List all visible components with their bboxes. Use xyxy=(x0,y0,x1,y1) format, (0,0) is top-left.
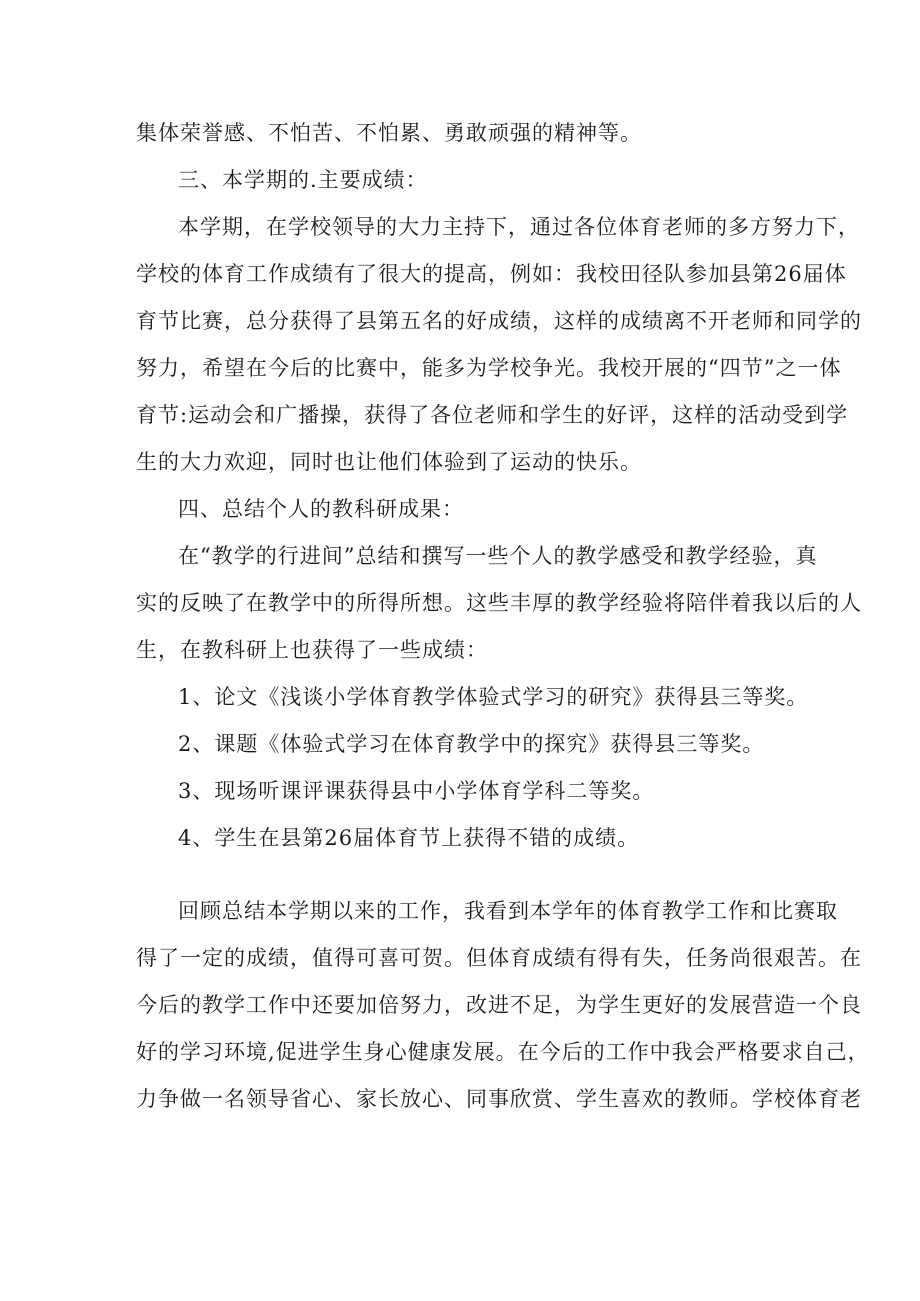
paragraph-line: 得了一定的成绩，值得可喜可贺。但体育成绩有得有失，任务尚很艰苦。在 xyxy=(136,946,862,970)
document-page xyxy=(136,110,870,1123)
paragraph-line: 力争做一名领导省心、家长放心、同事欣赏、学生喜欢的教师。学校体育老 xyxy=(136,1087,862,1111)
paragraph-line: 本学期，在学校领导的大力主持下，通过各位体育老师的多方努力下， xyxy=(178,215,860,239)
section-heading: 四、总结个人的教科研成果： xyxy=(178,497,464,521)
paragraph-line: 实的反映了在教学中的所得所想。这些丰厚的教学经验将陪伴着我以后的人 xyxy=(136,591,862,615)
paragraph-line: 在“教学的行进间”总结和撰写一些个人的教学感受和教学经验，真 xyxy=(178,544,818,568)
list-item: 1、论文《浅谈小学体育教学体验式学习的研究》获得县三等奖。 xyxy=(178,685,809,709)
paragraph-line: 学校的体育工作成绩有了很大的提高，例如：我校田径队参加县第26届体 xyxy=(136,262,847,286)
list-item: 3、现场听课评课获得县中小学体育学科二等奖。 xyxy=(178,779,655,803)
paragraph-line: 集体荣誉感、不怕苦、不怕累、勇敢顽强的精神等。 xyxy=(136,121,642,145)
paragraph-line: 生，在教科研上也获得了一些成绩： xyxy=(136,638,488,662)
paragraph-line: 育节比赛，总分获得了县第五名的好成绩，这样的成绩离不开老师和同学的 xyxy=(136,309,862,333)
list-item: 2、课题《体验式学习在体育教学中的探究》获得县三等奖。 xyxy=(178,732,765,756)
paragraph-line: 今后的教学工作中还要加倍努力，改进不足，为学生更好的发展营造一个良 xyxy=(136,993,862,1017)
list-item: 4、学生在县第26届体育节上获得不错的成绩。 xyxy=(178,826,640,850)
paragraph-line: 回顾总结本学期以来的工作，我看到本学年的体育教学工作和比赛取 xyxy=(178,899,838,923)
paragraph-line: 生的大力欢迎，同时也让他们体验到了运动的快乐。 xyxy=(136,450,642,474)
paragraph-line: 努力，希望在今后的比赛中，能多为学校争光。我校开展的“四节”之一体 xyxy=(136,356,842,380)
paragraph-line: 育节:运动会和广播操，获得了各位老师和学生的好评，这样的活动受到学 xyxy=(136,403,849,427)
section-heading: 三、本学期的.主要成绩： xyxy=(178,168,428,192)
paragraph-gap xyxy=(136,862,796,888)
paragraph-line: 好的学习环境,促进学生身心健康发展。在今后的工作中我会严格要求自己， xyxy=(136,1040,870,1064)
